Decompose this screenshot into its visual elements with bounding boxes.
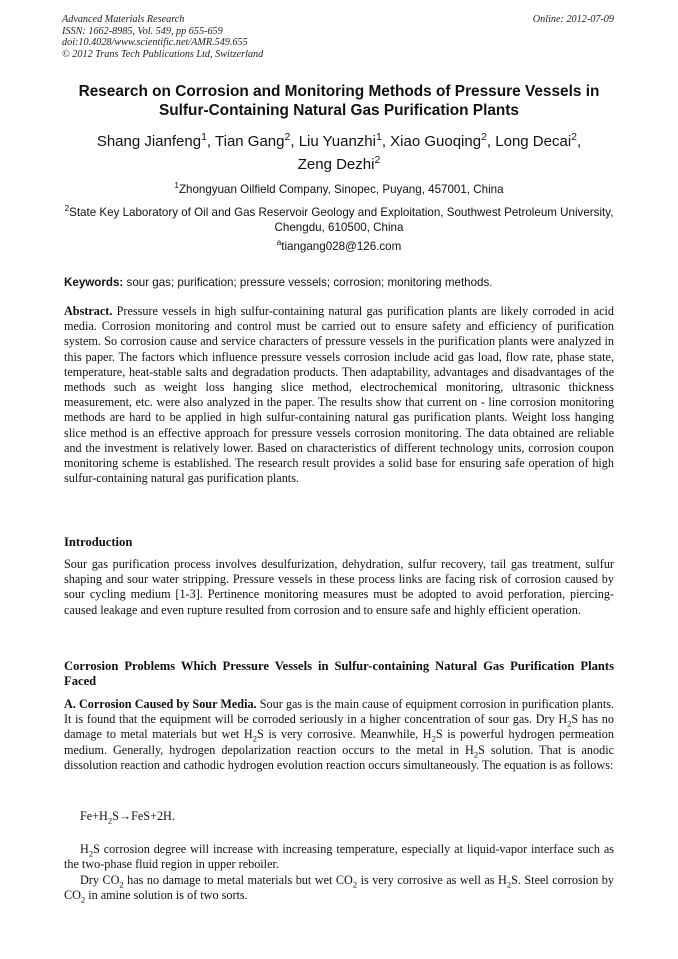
doi-line: doi:10.4028/www.scientific.net/AMR.549.655 xyxy=(62,37,248,49)
author: Zeng Dezhi$^2$ xyxy=(297,154,381,173)
introduction-paragraph: Sour gas purification process involves desulfurization, dehydration, sulfur recovery, tail gas treatment, sulfur shaping and sour water stripping. Pressure vessels in these process links are facing risk of corrosion caused by sour cycling medium [1-3]. Pertinence monitoring measures must be adopted to avoid perforation, piercing-caused leakage and even rupture resulted from corrosion and to ensure safe and highly efficient operation. xyxy=(64,557,614,617)
author: Xiao Guoqing$^2$ xyxy=(390,131,487,150)
introduction-heading: Introduction xyxy=(64,535,133,549)
keywords-text: sour gas; purification; pressure vessels; corrosion; monitoring methods. xyxy=(126,276,493,289)
title-line-1: Research on Corrosion and Monitoring Methods of Pressure Vessels in xyxy=(78,83,600,100)
author: Shang Jianfeng$^1$ xyxy=(96,131,207,150)
co2-paragraph: Dry $CO_2$ has no damage to metal materials but wet $CO_2$ is very corrosive as well as $H_2S$. Steel corrosion by $CO_2$ in amine solution is of two sorts. xyxy=(64,873,614,905)
author: Liu Yuanzhi$^1$ xyxy=(298,131,382,150)
journal-name: Advanced Materials Research xyxy=(62,14,185,25)
author: Tian Gang$^2$ xyxy=(215,131,291,150)
abstract-paragraph xyxy=(64,304,614,486)
reaction-equation: $Fe+H_2S\to FeS+2H$. xyxy=(80,809,175,826)
author-list: Shang Jianfeng$^1$, Tian Gang$^2$, Liu Yuanzhi$^1$, Xiao Guoqing$^2$, Long Decai$^2$, Zeng Dezhi$^2$ xyxy=(96,131,582,173)
corrosion-section-heading: Corrosion Problems Which Pressure Vessels in Sulfur-containing Natural Gas Purification Plants Faced xyxy=(64,659,614,689)
journal-metadata xyxy=(62,14,263,60)
author: Long Decai$^2$ xyxy=(495,131,577,150)
section-a-label: A. Corrosion Caused by Sour Media. xyxy=(64,697,257,711)
paper-title xyxy=(52,82,626,120)
title-line-2: Sulfur-Containing Natural Gas Purification Plants xyxy=(158,102,519,119)
affiliation-2: $^2$State Key Laboratory of Oil and Gas Reservoir Geology and Exploitation, Southwest Petroleum University, Chengdu, 610500, China xyxy=(64,204,614,234)
online-date: Online: 2012-07-09 xyxy=(532,14,614,25)
copyright-line: © 2012 Trans Tech Publications Ltd, Switzerland xyxy=(62,48,264,60)
abstract-text: Pressure vessels in high sulfur-containing natural gas purification plants are likely corroded in acid media. Corrosion monitoring and control must be carried out to ensure safety and efficiency of purification system. So corrosion cause and service characters of pressure vessels in the purification plants were analyzed in this paper. The factors which influence pressure vessels corrosion include acid gas load, flow rate, phase state, temperature, heat-stable salts and degradation products. Then adaptability, advantages and disadvantages of the methods such as weight loss hanging slice method, electrochemical monitoring, ultrasonic thickness measurement, etc. were also analyzed in the paper. The results show that current on - line corrosion monitoring methods are hard to be applied in high sulfur-containing natural gas purification plants. Weight loss hanging slice method is an effective approach for pressure vessels corrosion monitoring. The data obtained are reliable and the investment is relatively lower. Based on characteristics of different technology units, corrosion coupon monitoring scheme is established. The research result provides a solid base for ensuring safe operation of high sulfur-containing natural gas purification plants. xyxy=(64,304,615,486)
issn-line: ISSN: 1662-8985, Vol. 549, pp 655-659 xyxy=(62,25,223,37)
affiliation-1: $^1$Zhongyuan Oilfield Company, Sinopec, Puyang, 457001, China xyxy=(174,181,504,196)
keywords xyxy=(64,275,616,290)
keywords-label: Keywords: xyxy=(64,276,124,289)
abstract-label: Abstract. xyxy=(64,304,113,318)
corresponding-email[interactable]: $^a$tiangang028@126.com xyxy=(276,238,402,253)
h2s-paragraph: $H_2S$ corrosion degree will increase with increasing temperature, especially at liquid-vapor interface such as the two-phase fluid region in upper reboiler. xyxy=(64,842,614,872)
section-a-paragraph: A. Corrosion Caused by Sour Media. Sour gas is the main cause of equipment corrosion in purification plants. It is found that the equipment will be corroded seriously in a higher concentration of sour gas. Dry $H_2S$ has no damage to metal materials but wet $H_2S$ is very corrosive. Meanwhile, $H_2S$ is powerful hydrogen permeation medium. Generally, hydrogen depolarization reaction occurs to the metal in $H_2S$ solution. That is anodic dissolution reaction and cathodic hydrogen evolution reaction occurs simultaneously. The equation is as follows: xyxy=(64,697,614,772)
